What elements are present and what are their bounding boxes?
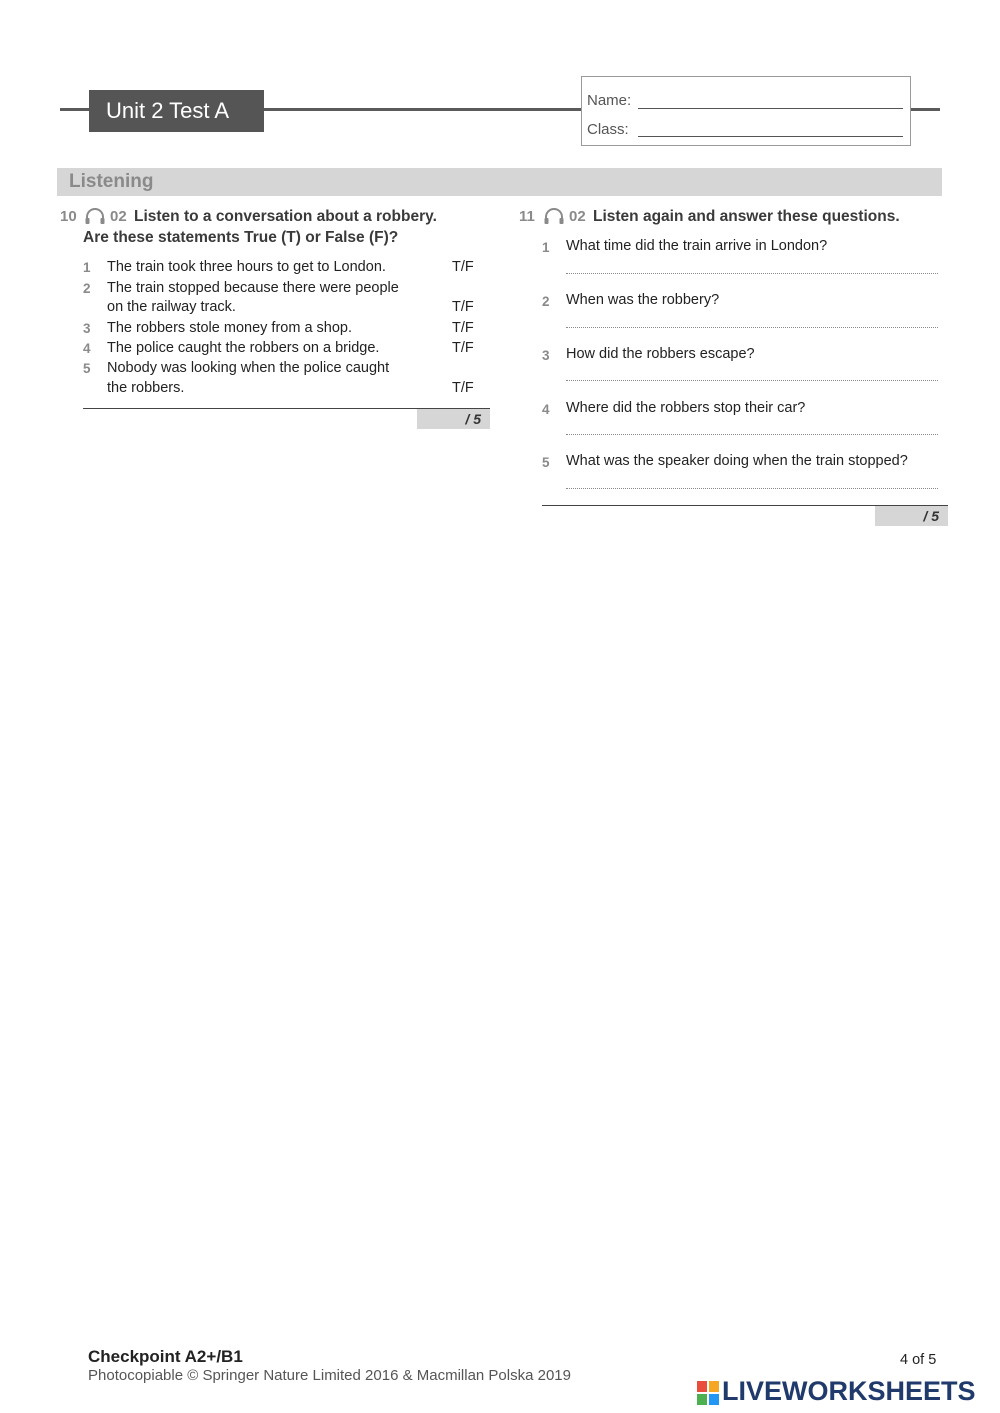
statement-text-continued: the robbers. — [107, 380, 185, 396]
test-title: Unit 2 Test A — [89, 90, 264, 132]
statement-text: The train took three hours to get to London. — [107, 259, 386, 275]
statement-text: The robbers stole money from a shop. — [107, 320, 353, 336]
audio-track-number: 02 — [110, 208, 127, 225]
exercise-instruction: Listen again and answer these questions. — [593, 208, 900, 225]
question-text: When was the robbery? — [566, 292, 720, 308]
book-title: Checkpoint A2+/B1 — [88, 1347, 243, 1366]
header-rule-middle — [264, 108, 582, 111]
item-number: 2 — [83, 281, 91, 296]
true-false-choice[interactable]: T/F — [452, 259, 474, 275]
statement-text-continued: on the railway track. — [107, 299, 236, 315]
exercise-number: 11 — [519, 208, 535, 225]
brand-name: LIVEWORKSHEETS — [722, 1376, 976, 1406]
copyright-notice: Photocopiable © Springer Nature Limited 2016 & Macmillan Polska 2019 — [88, 1367, 571, 1384]
name-field[interactable] — [638, 108, 903, 109]
true-false-choice[interactable]: T/F — [452, 299, 474, 315]
item-number: 3 — [542, 348, 550, 363]
statement-text: The police caught the robbers on a bridge. — [107, 340, 380, 356]
true-false-choice[interactable]: T/F — [452, 380, 474, 396]
answer-line[interactable] — [566, 488, 938, 489]
answer-line[interactable] — [566, 434, 938, 435]
score-box: / 5 — [875, 506, 948, 526]
question-text: What time did the train arrive in London? — [566, 238, 828, 254]
question-text: How did the robbers escape? — [566, 346, 755, 362]
question-text: What was the speaker doing when the train stopped? — [566, 453, 908, 469]
item-number: 2 — [542, 294, 550, 309]
name-label: Name: — [587, 92, 632, 109]
liveworksheets-logo-icon — [697, 1381, 719, 1405]
statement-text: Nobody was looking when the police caught — [107, 360, 390, 376]
item-number: 5 — [542, 455, 550, 470]
class-label: Class: — [587, 121, 629, 138]
exercise-instruction-line2: Are these statements True (T) or False (F)? — [83, 229, 399, 246]
student-info-box — [581, 76, 911, 146]
true-false-choice[interactable]: T/F — [452, 340, 474, 356]
item-number: 4 — [83, 341, 91, 356]
true-false-choice[interactable]: T/F — [452, 320, 474, 336]
exercise-instruction-line1: Listen to a conversation about a robbery. — [134, 208, 437, 225]
statement-text: The train stopped because there were people — [107, 280, 399, 296]
answer-line[interactable] — [566, 273, 938, 274]
answer-line[interactable] — [566, 327, 938, 328]
headphones-icon — [84, 207, 106, 225]
score-box: / 5 — [417, 409, 490, 429]
exercise-number: 10 — [60, 208, 77, 225]
header-rule-right — [910, 108, 940, 111]
item-number: 3 — [83, 321, 91, 336]
headphones-icon — [543, 207, 565, 225]
audio-track-number: 02 — [569, 208, 586, 225]
item-number: 5 — [83, 361, 91, 376]
item-number: 1 — [83, 260, 91, 275]
page-number: 4 of 5 — [900, 1352, 937, 1368]
class-field[interactable] — [638, 136, 903, 137]
item-number: 4 — [542, 402, 550, 417]
section-heading: Listening — [57, 168, 942, 196]
header-rule-left — [60, 108, 90, 111]
item-number: 1 — [542, 240, 550, 255]
answer-line[interactable] — [566, 380, 938, 381]
question-text: Where did the robbers stop their car? — [566, 400, 806, 416]
